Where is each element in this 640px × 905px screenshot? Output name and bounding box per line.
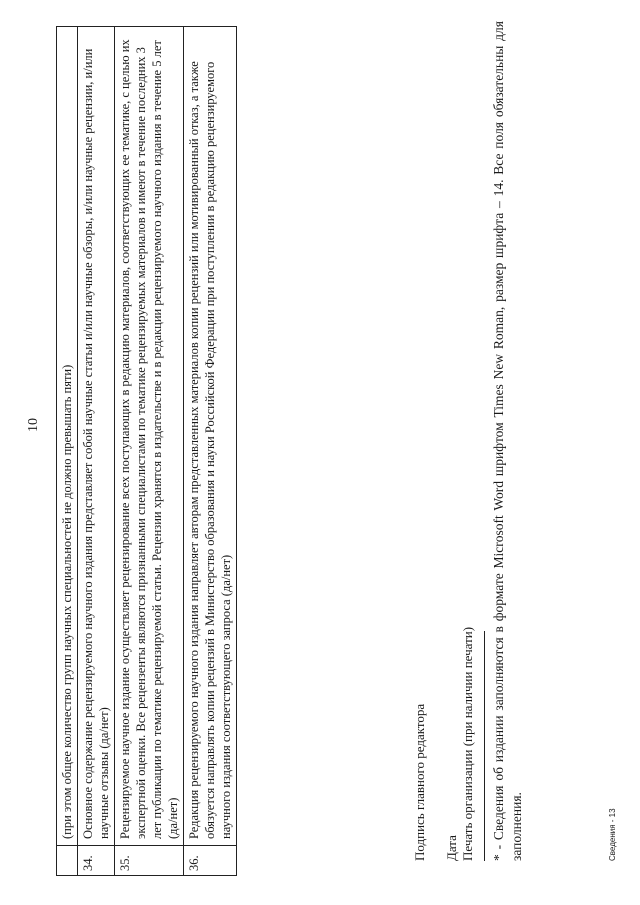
row-text: Рецензируемое научное издание осуществляет рецензирование всех поступающих в редакцию материалов, соответствующих ее тематике, с целью их экспертной оценки. Все рецензенты являются признанными специалистами по тематике рецензируемых материалов и имеют в течение последних 3 лет публикации по тематике рецензируемой статьи. Рецензии хранятся в издательстве и в редакции рецензируемого научного издания в течение 5 лет (да/нет) — [115, 27, 184, 846]
stamp-label: Печать организации (при наличии печати) — [460, 626, 475, 861]
requirements-table — [56, 26, 237, 876]
table-row — [78, 27, 115, 876]
row-number: 35. — [115, 846, 184, 876]
row-number — [57, 846, 78, 876]
footnote-separator — [484, 631, 485, 861]
table-row — [184, 27, 237, 876]
row-number: 36. — [184, 846, 237, 876]
row-text: Редакция рецензируемого научного издания направляет авторам представленных материалов копии рецензий или мотивированный отказ, а также обязуется направлять копии рецензий в Министерство образования и науки Российской Федерации при поступлении в редакцию рецензируемого научного издания соответствующего запроса (да/нет) — [184, 27, 237, 846]
date-label: Дата — [444, 835, 459, 861]
footnote: * - Сведения об издании заполняются в формате Microsoft Word шрифтом Times New Roman, размер шрифта – 14. Все поля обязательны для заполнения. — [491, 21, 524, 861]
table-row — [57, 27, 78, 876]
footer-label: Сведения - 13 — [608, 808, 617, 861]
row-text: Основное содержание рецензируемого научного издания представляет собой научные статьи и/или научные обзоры, и/или научные рецензии, и/или научные отзывы (да/нет) — [78, 27, 115, 846]
editor-signature-label: Подпись главного редактора — [412, 703, 427, 861]
row-number: 34. — [78, 846, 115, 876]
table-row — [115, 27, 184, 876]
row-text: (при этом общее количество групп научных специальностей не должно превышать пяти) — [57, 27, 78, 846]
page-number: 10 — [26, 418, 41, 432]
